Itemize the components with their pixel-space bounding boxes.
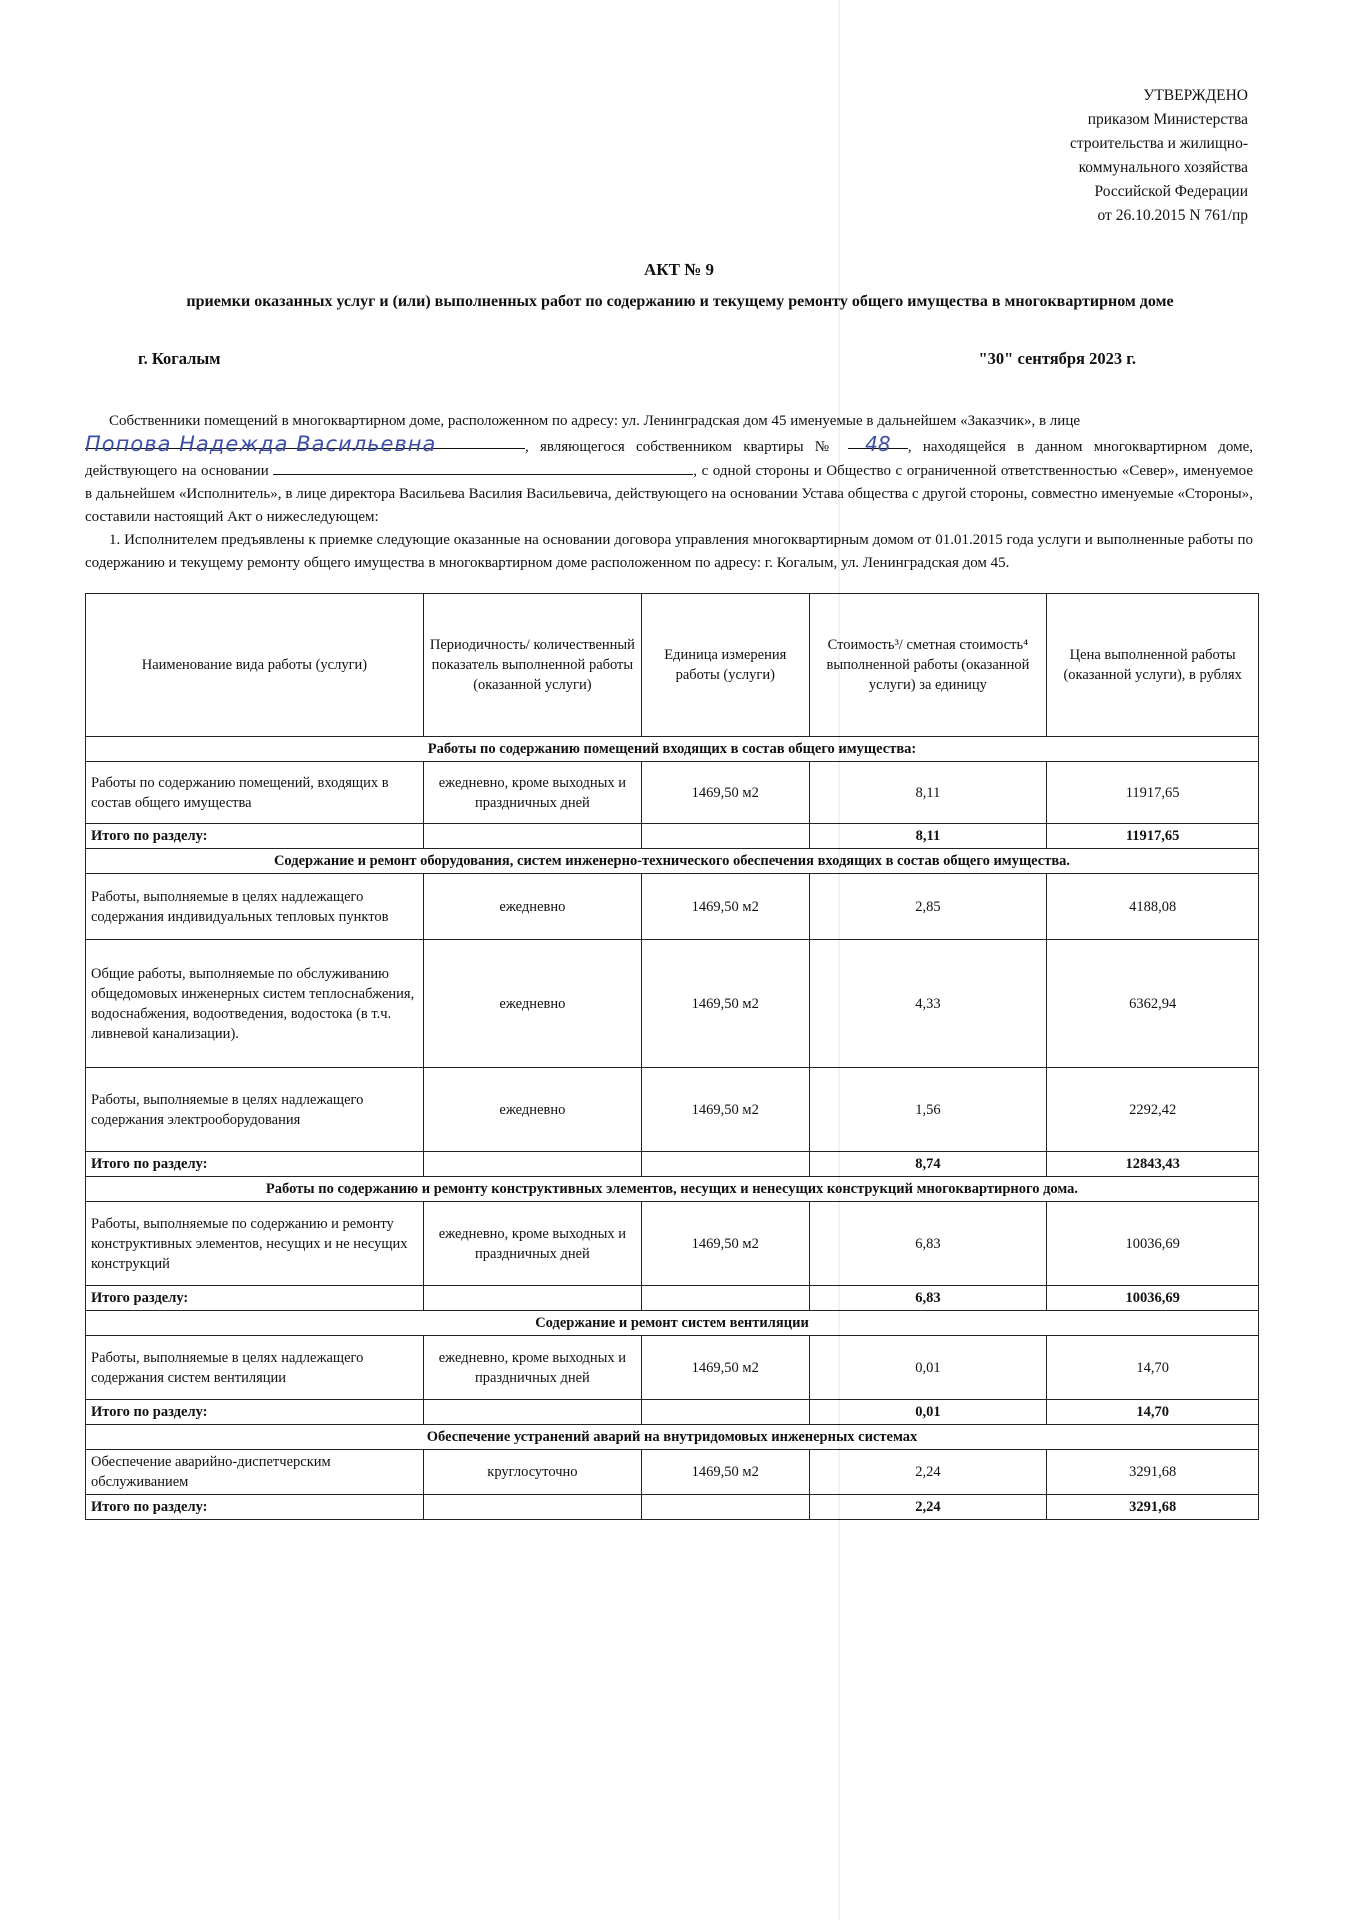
table-row [86,874,1259,940]
total-label: Итого разделу: [86,1286,424,1311]
work-price: 10036,69 [1047,1202,1259,1286]
work-unit: 1469,50 м2 [641,1202,809,1286]
work-price: 6362,94 [1047,940,1259,1068]
total-cost: 2,24 [809,1495,1047,1520]
empty-cell [423,824,641,849]
work-unit-cost: 8,11 [809,762,1047,824]
work-unit: 1469,50 м2 [641,762,809,824]
work-periodicity: круглосуточно [423,1450,641,1495]
work-unit-cost: 0,01 [809,1336,1047,1400]
intro-paragraph-1 [85,410,1253,529]
table-header-row [86,594,1259,737]
table-row [86,1450,1259,1495]
intro-paragraph-2: 1. Исполнителем предъявлены к приемке следующие оказанные на основании договора управления многоквартирным домом от 01.01.2015 года услуги и выполненные работы по содержанию и текущему ремонту общего имущества в многоквартирном доме расположенном по адресу: г. Когалым, ул. Ленинградская дом 45. [85,532,1253,571]
section-title: Работы по содержанию и ремонту конструктивных элементов, несущих и ненесущих конструкций многоквартирного дома. [86,1177,1259,1202]
work-price: 4188,08 [1047,874,1259,940]
total-label: Итого по разделу: [86,824,424,849]
table-row [86,1202,1259,1286]
total-cost: 8,11 [809,824,1047,849]
empty-cell [423,1286,641,1311]
empty-cell [641,824,809,849]
work-name: Общие работы, выполняемые по обслуживанию общедомовых инженерных систем теплоснабжения, водоснабжения, водоотведения, водостока (в т.ч. ливневой канализации). [86,940,424,1068]
header-work-name: Наименование вида работы (услуги) [86,594,424,737]
work-unit: 1469,50 м2 [641,1336,809,1400]
work-periodicity: ежедневно [423,874,641,940]
act-title: АКТ № 9 [643,260,715,279]
total-price: 12843,43 [1047,1152,1259,1177]
total-cost: 6,83 [809,1286,1047,1311]
header-unit-cost: Стоимость³/ сметная стоимость⁴ выполненной работы (оказанной услуги) за единицу [809,594,1047,737]
total-label: Итого по разделу: [86,1400,424,1425]
intro-text: , являющегося собственником квартиры № [525,439,837,455]
section-title: Содержание и ремонт систем вентиляции [86,1311,1259,1336]
approval-stamp-block [1070,84,1248,228]
total-price: 14,70 [1047,1400,1259,1425]
approval-line: от 26.10.2015 N 761/пр [1097,207,1248,224]
basis-blank-line [273,459,693,475]
work-unit: 1469,50 м2 [641,874,809,940]
table-row [86,762,1259,824]
table-row [86,1068,1259,1152]
header-periodicity: Периодичность/ количественный показатель выполненной работы (оказанной услуги) [423,594,641,737]
section-total-row [86,824,1259,849]
paper-fold-line [838,0,840,1920]
approval-line: УТВЕРЖДЕНО [1143,87,1248,104]
table-row [86,940,1259,1068]
work-price: 3291,68 [1047,1450,1259,1495]
approval-line: приказом Министерства [1087,111,1248,128]
section-total-row [86,1400,1259,1425]
work-unit-cost: 2,85 [809,874,1047,940]
section-total-row [86,1286,1259,1311]
header-unit: Единица измерения работы (услуги) [641,594,809,737]
empty-cell [641,1495,809,1520]
section-total-row [86,1152,1259,1177]
section-title: Работы по содержанию помещений входящих в состав общего имущества: [86,737,1259,762]
work-unit-cost: 1,56 [809,1068,1047,1152]
work-price: 11917,65 [1047,762,1259,824]
apartment-number-handwritten: 48 [848,433,908,449]
section-title-row [86,1425,1259,1450]
approval-line: строительства и жилищно- [1070,135,1248,152]
total-label: Итого по разделу: [86,1152,424,1177]
empty-cell [423,1400,641,1425]
section-title: Обеспечение устранений аварий на внутридомовых инженерных системах [86,1425,1259,1450]
intro-text: , с одной стороны и Общество с ограниченной ответственностью «Север», именуемое в дальнейшем «Исполнитель», в лице директора Васильева Василия Васильевича, действующего на основании Устава общества с другой стороны, совместно именуемые «Стороны», составили настоящий Акт о нижеследующем: [85,463,1254,525]
approval-line: Российской Федерации [1094,183,1248,200]
work-name: Работы, выполняемые в целях надлежащего содержания систем вентиляции [86,1336,424,1400]
section-title-row [86,737,1259,762]
work-periodicity: ежедневно [423,940,641,1068]
section-title-row [86,849,1259,874]
work-unit: 1469,50 м2 [641,1068,809,1152]
work-periodicity: ежедневно, кроме выходных и праздничных дней [423,762,641,824]
work-price: 14,70 [1047,1336,1259,1400]
empty-cell [641,1286,809,1311]
work-name: Работы, выполняемые в целях надлежащего содержания электрооборудования [86,1068,424,1152]
work-unit-cost: 6,83 [809,1202,1047,1286]
act-intro [85,410,1253,575]
table-row [86,1336,1259,1400]
works-table [85,593,1259,1520]
work-name: Обеспечение аварийно-диспетчерским обслуживанием [86,1450,424,1495]
work-unit-cost: 2,24 [809,1450,1047,1495]
total-price: 10036,69 [1047,1286,1259,1311]
section-total-row [86,1495,1259,1520]
work-price: 2292,42 [1047,1068,1259,1152]
work-name: Работы по содержанию помещений, входящих в состав общего имущества [86,762,424,824]
total-cost: 8,74 [809,1152,1047,1177]
work-unit: 1469,50 м2 [641,1450,809,1495]
work-periodicity: ежедневно [423,1068,641,1152]
section-title: Содержание и ремонт оборудования, систем инженерно-технического обеспечения входящих в состав общего имущества. [86,849,1259,874]
total-cost: 0,01 [809,1400,1047,1425]
section-title-row [86,1311,1259,1336]
work-unit-cost: 4,33 [809,940,1047,1068]
total-price: 11917,65 [1047,824,1259,849]
act-date: "30" сентября 2023 г. [978,349,1136,368]
total-price: 3291,68 [1047,1495,1259,1520]
act-subtitle: приемки оказанных услуг и (или) выполненных работ по содержанию и текущему ремонту общего имущества в многоквартирном доме [186,293,1174,310]
total-label: Итого по разделу: [86,1495,424,1520]
header-price: Цена выполненной работы (оказанной услуги), в рублях [1047,594,1259,737]
empty-cell [641,1152,809,1177]
empty-cell [423,1495,641,1520]
work-periodicity: ежедневно, кроме выходных и праздничных дней [423,1336,641,1400]
intro-text: Собственники помещений в многоквартирном доме, расположенном по адресу: ул. Ленинградская дом 45 именуемые в дальнейшем «Заказчик», в лице [109,413,1081,429]
work-unit: 1469,50 м2 [641,940,809,1068]
work-periodicity: ежедневно, кроме выходных и праздничных дней [423,1202,641,1286]
empty-cell [423,1152,641,1177]
empty-cell [641,1400,809,1425]
section-title-row [86,1177,1259,1202]
act-city: г. Когалым [138,349,221,368]
intro-text: , находящейся в данном многоквартирном доме, действующего на основании [85,439,1253,479]
approval-line: коммунального хозяйства [1078,159,1248,176]
owner-name-signature: Попова Надежда Васильевна [85,433,525,449]
work-name: Работы, выполняемые в целях надлежащего содержания индивидуальных тепловых пунктов [86,874,424,940]
work-name: Работы, выполняемые по содержанию и ремонту конструктивных элементов, несущих и не несущих конструкций [86,1202,424,1286]
